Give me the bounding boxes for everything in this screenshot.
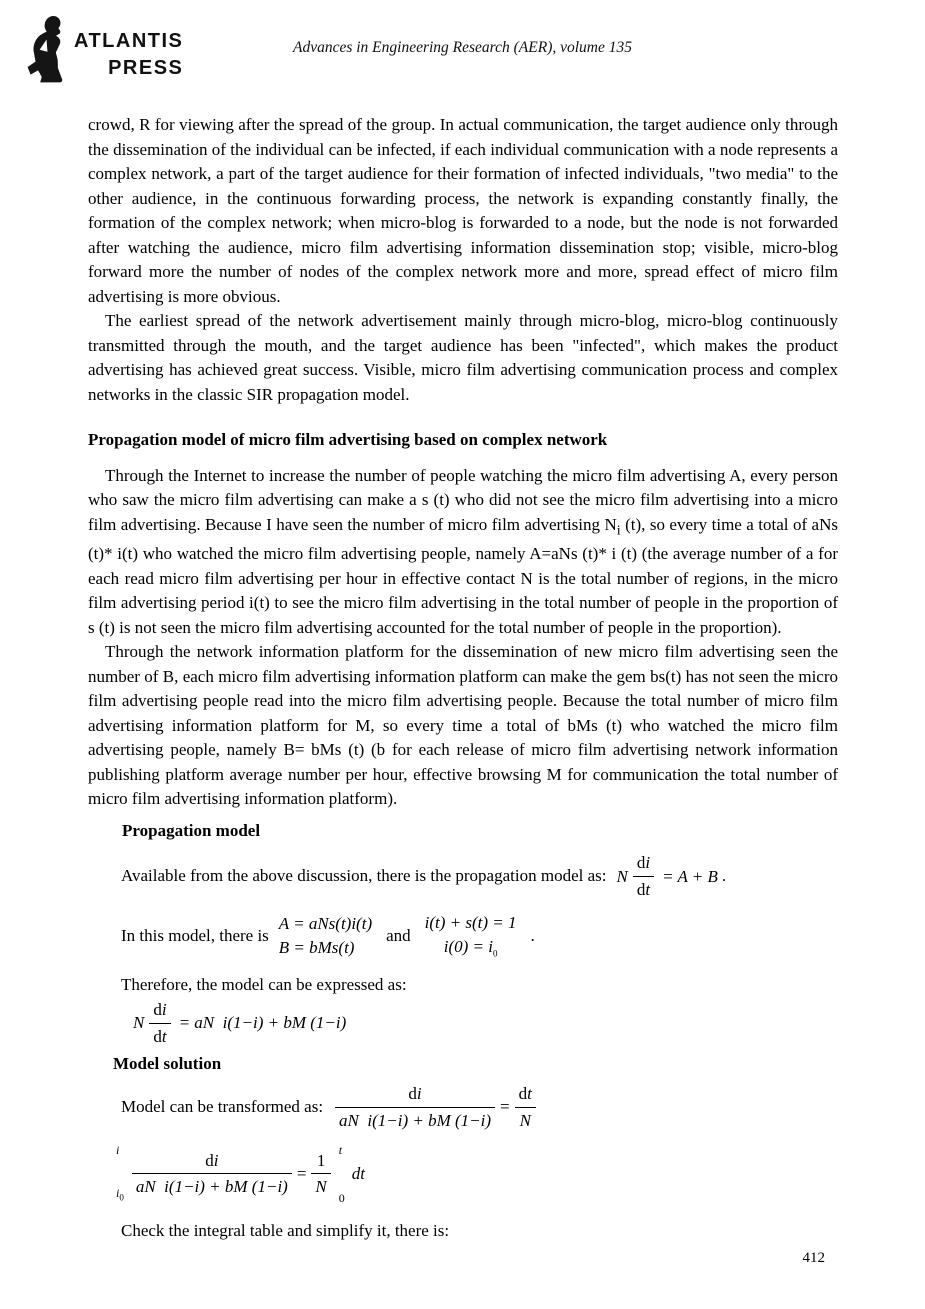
fraction-numerator: di [132,1150,292,1174]
paragraph-4: Through the network information platform for the dissemination of new micro film advertising seen the number of B, each micro film advertising information platform can make the gem bs(t) has not seen the micro film advertising people read into the micro film advertising people. Because the total number of micro film advertising information platform for M, so every time a total of bMs (t) who watched the micro film advertising people, namely B= bMs (t) (b for each release of micro film advertising network information publishing platform average number per hour, effective browsing M for communication the total number of micro film advertising information platform). [88,642,838,809]
equation-rhs: = aN i(1−i) + bM (1−i) [178,1013,347,1033]
equation-line-model [121,852,838,900]
fraction-di-dt [149,999,170,1047]
paragraph-3 [88,464,838,641]
paragraph-2: The earliest spread of the network advertisement mainly through micro-blog, micro-blog continuously transmitted through the mouth, and the target audience has been "infected", which makes the product advertising has achieved great success. Visible, micro film advertising communication process and complex networks in the classic SIR propagation model. [88,311,838,404]
system-row-subscript: 0 [492,948,498,959]
subsection-heading-propagation-model: Propagation model [122,820,261,840]
equation-system-ab [279,913,372,959]
logo-line1: ATLANTIS [74,30,184,52]
paragraph-3-text-a: Through the Internet to increase the number of people watching the micro film advertising A, every person who saw the micro film advertising can make a s (t) who did not see the micro film advertising into a micro film advertising. Because I have seen the number of micro film advertising N [88,465,838,534]
integral-limits-left [116,1144,124,1204]
journal-title: Advances in Engineering Research (AER), volume 135 [292,39,633,56]
equation-line-expressed [133,999,838,1047]
differential-dt: dt [351,1164,365,1184]
system-row-main: i(0) = i [443,937,493,957]
equation-system-is [425,912,517,960]
equation-rhs: = A + B [662,866,718,886]
system-row [425,936,517,960]
subsection-heading-model-solution: Model solution [113,1053,222,1073]
logo-line2: PRESS [108,57,184,79]
lower-limit-main: i [116,1186,120,1201]
fraction-dt-N [515,1083,536,1131]
fraction-numerator: dt [515,1083,536,1107]
fraction-main [132,1150,292,1198]
conjunction-text: and [386,925,411,945]
section-heading: Propagation model of micro film advertising based on complex network [88,430,608,449]
fraction-denominator: dt [636,879,651,899]
fraction-denominator: dt [153,1026,167,1046]
fraction-denominator: aN i(1−i) + bM (1−i) [339,1110,492,1130]
article-body [88,0,838,1243]
upper-limit: t [338,1142,343,1157]
equation-intro-text: In this model, there is [121,925,269,945]
page-number: 412 [802,1250,825,1266]
fraction-denominator: N [315,1177,327,1197]
math-coefficient: N [616,866,628,886]
equation-line-integral [113,1144,838,1204]
equation-period: . [530,925,535,945]
lower-limit-subscript: 0 [119,1192,124,1203]
lower-limit [116,1187,124,1203]
equation-intro-text: Model can be transformed as: [121,1096,324,1116]
lower-limit: 0 [338,1190,345,1205]
equation-intro-text: Available from the above discussion, there is the propagation model as: [121,865,607,885]
fraction-numerator: di [335,1083,495,1107]
equals-sign: = [500,1097,510,1117]
fraction-main [335,1083,495,1131]
paragraph-3-subscript: i [616,521,621,538]
fraction-numerator: di [633,852,654,876]
system-row: B = bMs(t) [278,938,355,958]
fraction-denominator: aN i(1−i) + bM (1−i) [135,1177,288,1197]
fraction-one-over-N [311,1150,330,1198]
equation-line-systems [121,912,838,960]
fraction-di-dt [633,852,654,900]
fraction-numerator: 1 [311,1150,330,1174]
check-integral-text: Check the integral table and simplify it, there is: [121,1220,450,1240]
therefore-text: Therefore, the model can be expressed as: [121,974,407,994]
system-row: A = aNs(t)i(t) [278,914,373,934]
paragraph-3-text-b: (t), so every time a total of aNs (t)* i(t) who watched the micro film advertising people, namely A=aNs (t)* i (t) (the average number of a for each read micro film advertising per hour in effective contact N is the total number of regions, in the micro film advertising period i(t) to see the micro film advertising in the total number of people in the proportion of s (t) is not seen the micro film advertising accounted for the total number of people in the proportion). [88,514,838,637]
paragraph-1: crowd, R for viewing after the spread of the group. In actual communication, the target audience only through the dissemination of the individual can be infected, if each individual communication with a node represents a complex network, a part of the target audience for their formation of infected individuals, "two media" to the other audience, in the continuous forwarding process, the network is expanding constantly finally, the formation of the complex network; when micro-blog is forwarded to a node, but the node is not forwarded after watching the audience, micro film advertising information dissemination stop; visible, micro-blog forward more the number of nodes of the complex network more and more, spread effect of micro film advertising is more obvious. [88,115,838,306]
equation-period: . [721,865,727,885]
math-coefficient: N [133,1013,145,1033]
fraction-numerator: di [149,999,170,1023]
equation-line-transformed [121,1083,838,1131]
upper-limit: i [116,1142,120,1157]
system-row: i(t) + s(t) = 1 [424,912,517,932]
fraction-denominator: N [519,1110,531,1130]
equals-sign: = [296,1164,307,1184]
integral-limits-right [339,1144,345,1204]
